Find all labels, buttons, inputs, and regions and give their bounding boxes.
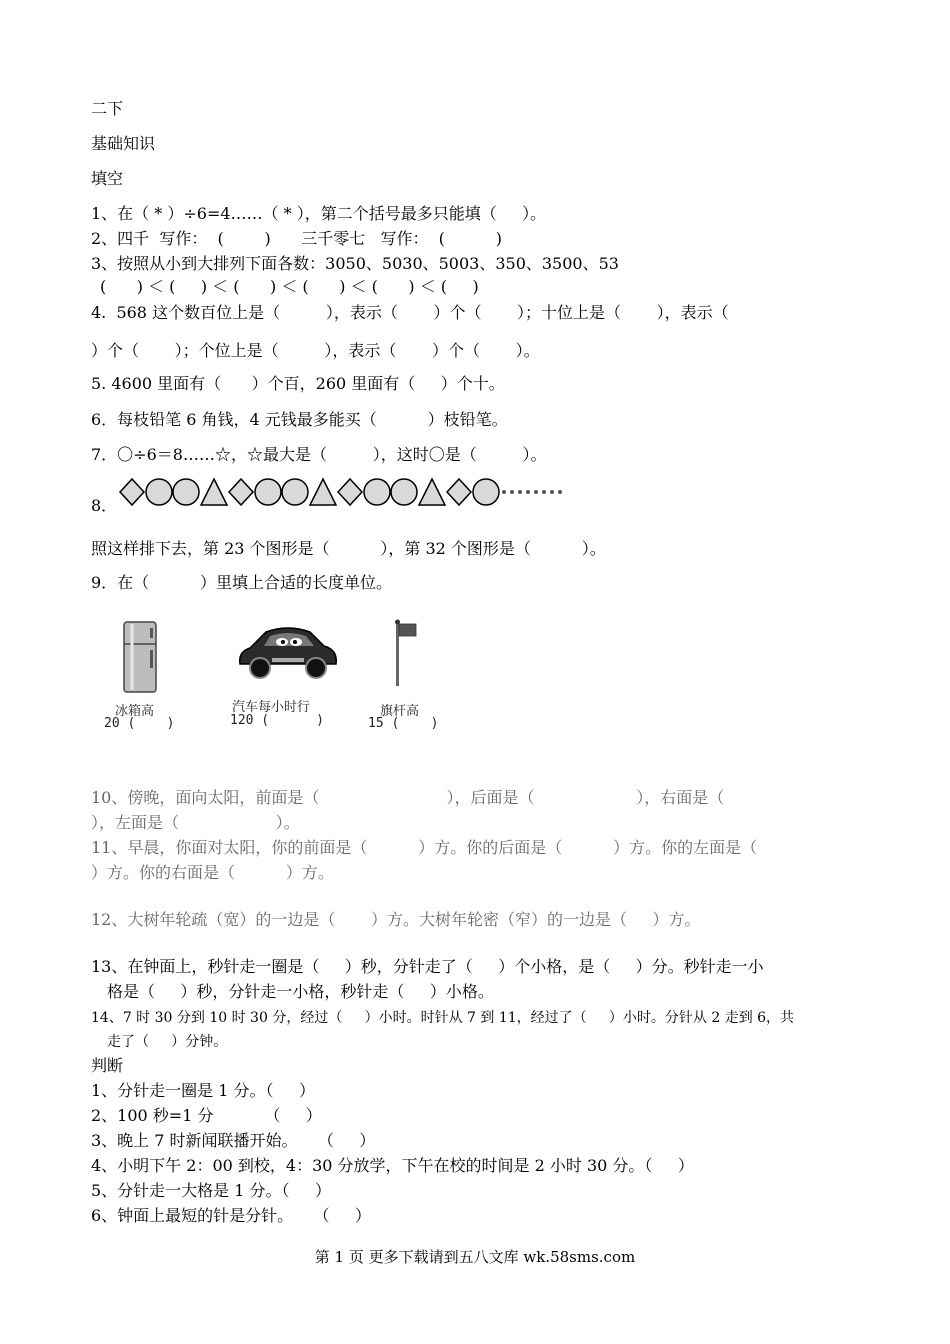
fridge-value: 20 ( ) [104, 716, 175, 731]
judge-item: 3、晚上 7 时新闻联播开始。 （ ） [91, 1131, 376, 1150]
question-5: 5. 4600 里面有（ ）个百，260 里面有（ ）个十。 [91, 374, 505, 393]
question-14-line-2: 走了（ ）分钟。 [107, 1034, 228, 1050]
judge-item: 4、小明下午 2：00 到校，4：30 分放学，下午在校的时间是 2 小时 30 分。（ ） [91, 1156, 694, 1175]
question-13-line-2: 格是（ ）秒，分针走一小格，秒针走（ ）小格。 [107, 982, 494, 1001]
fridge-icon [120, 620, 160, 695]
unit-pictures [100, 612, 460, 742]
circle-shape [173, 479, 199, 505]
question-3: 3、按照从小到大排列下面各数：3050、5030、5003、350、3500、53 [91, 254, 619, 273]
diamond-shape [338, 479, 362, 505]
circle-shape [146, 479, 172, 505]
question-11-line-1: 11、早晨，你面对太阳，你的前面是（ ）方。你的后面是（ ）方。你的左面是（ [91, 838, 758, 857]
judge-item: 2、100 秒=1 分 （ ） [91, 1106, 322, 1125]
judge-item: 5、分针走一大格是 1 分。（ ） [91, 1181, 331, 1200]
circle-shape [282, 479, 308, 505]
section-heading: 基础知识 [91, 134, 156, 153]
flagpole-label: 旗杆高 [380, 704, 420, 719]
circle-shape [391, 479, 417, 505]
question-8-label: 8． [91, 496, 118, 515]
question-6: 6．每枝铅笔 6 角钱，4 元钱最多能买（ ）枝铅笔。 [91, 410, 508, 429]
car-label: 汽车每小时行 [232, 700, 311, 715]
question-9: 9．在（ ）里填上合适的长度单位。 [91, 573, 393, 592]
diamond-shape [447, 479, 471, 505]
question-1: 1、在（ * ）÷6=4……（ * ），第二个括号最多只能填（ ）。 [91, 204, 547, 223]
question-10-line-1: 10、傍晚，面向太阳，前面是（ ），后面是（ ），右面是（ [91, 788, 725, 807]
question-11-line-2: ）方。你的右面是（ ）方。 [91, 863, 334, 882]
circle-shape [473, 479, 499, 505]
fridge-label: 冰箱高 [115, 704, 155, 719]
diamond-shape [120, 479, 144, 505]
circle-shape [364, 479, 390, 505]
triangle-shape [201, 479, 227, 505]
question-13-line-1: 13、在钟面上，秒针走一圈是（ ）秒，分针走了（ ）个小格，是（ ）分。秒针走一小 [91, 957, 764, 976]
question-2: 2、四千 写作： ( ) 三千零七 写作： ( ) [91, 229, 502, 248]
flagpole-icon [390, 618, 420, 688]
judge-heading: 判断 [91, 1056, 124, 1075]
question-10-line-2: ），左面是（ ）。 [91, 813, 300, 832]
shape-pattern [118, 477, 568, 507]
triangle-shape [419, 479, 445, 505]
question-12: 12、大树年轮疏（宽）的一边是（ ）方。大树年轮密（窄）的一边是（ ）方。 [91, 910, 701, 929]
circle-shape [255, 479, 281, 505]
judge-item: 6、钟面上最短的针是分针。 （ ） [91, 1206, 371, 1225]
question-4-line-2: ）个（ ）；个位上是（ ），表示（ ）个（ ）。 [91, 341, 540, 360]
question-3-blanks: ( ) ＜ ( ) ＜ ( ) ＜ ( ) ＜ ( ) ＜ ( ) [100, 277, 479, 296]
question-8-text: 照这样排下去，第 23 个图形是（ ），第 32 个图形是（ ）。 [91, 539, 606, 558]
subsection-heading: 填空 [91, 169, 124, 188]
triangle-shape [310, 479, 336, 505]
question-7: 7．〇÷6＝8……☆，☆最大是（ ），这时〇是（ ）。 [91, 445, 547, 464]
page-footer: 第 1 页 更多下载请到五八文库 wk.58sms.com [314, 1248, 636, 1266]
flagpole-value: 15 ( ) [368, 716, 439, 731]
diamond-shape [229, 479, 253, 505]
car-icon [236, 622, 340, 682]
judge-item: 1、分针走一圈是 1 分。（ ） [91, 1081, 315, 1100]
question-14-line-1: 14、7 时 30 分到 10 时 30 分，经过（ ）小时。时针从 7 到 11，经过了（ ）小时。分针从 2 走到 6，共 [91, 1010, 795, 1026]
question-4-line-1: 4. 568 这个数百位上是（ ），表示（ ）个（ ）；十位上是（ ），表示（ [91, 303, 729, 322]
car-value: 120 ( ) [230, 713, 324, 728]
grade-heading: 二下 [91, 99, 124, 118]
